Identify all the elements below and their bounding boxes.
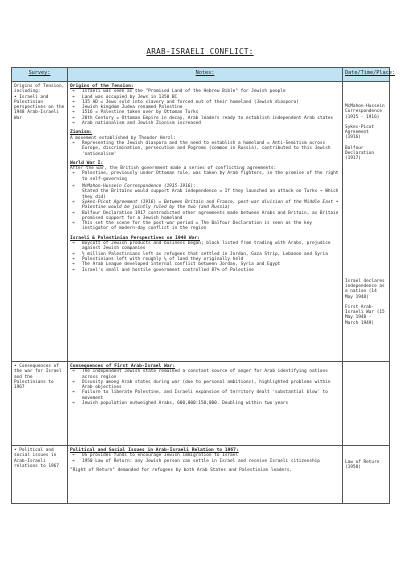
arrow-icon: ➔ — [72, 105, 75, 111]
date-entry: First Arab-Israeli War (15 May 1948 - March 1949) — [345, 304, 385, 326]
list-item: ➔ Land was occupied by Jews in 1350 BC — [72, 94, 178, 100]
list-item: ➔ US provides funds to encourage Jewish immigration to Israel — [72, 453, 238, 459]
list-item: ➔ ½ million Palestinians left as refugees that settled in Jordan, Gaza Strip, Lebanon and Syria — [72, 251, 328, 257]
list-item: ➔ Boycott of Jewish products and business began; black listed from trading with Arabs, prejudice against Jewish companies — [72, 241, 331, 252]
survey-cell — [12, 82, 68, 362]
date-cell — [343, 446, 390, 504]
table-row — [12, 446, 390, 504]
notes-cell — [68, 82, 343, 362]
list-item: ➔ The independent Jewish state remained a constant source of anger for Arab identifying nations across region — [72, 369, 328, 380]
arrow-icon: ➔ — [72, 221, 75, 227]
notes-cell — [68, 362, 343, 446]
arrow-icon: ➔ — [72, 241, 75, 247]
bullet-list — [70, 241, 340, 273]
list-item: ➔ The Arab League developed internal conflict between Jordan, Syria and Egypt — [72, 262, 281, 268]
arrow-icon: ➔ — [72, 369, 75, 375]
list-item: ➔ 1950 Law of Return: any Jewish person can settle in Israel and receive Israeli citizenship — [72, 458, 320, 464]
survey-text: • Political and social issues in Arab-Israeli relations to 1967 — [14, 448, 59, 469]
arrow-icon: ➔ — [72, 390, 75, 396]
bullet-list — [70, 184, 340, 232]
list-item: ➔ Palestinians left with roughly ⅓ of land they originally held — [72, 256, 244, 262]
survey-text: Origins of Tension, including: • Israeli and Palestinian perspectives on the 1948 Arab-Israeli War — [14, 84, 65, 121]
arrow-icon: ➔ — [72, 453, 75, 459]
arrow-icon: ➔ — [72, 110, 75, 116]
notes-cell — [68, 446, 343, 504]
page-title: ARAB-ISRAELI CONFLICT: — [146, 47, 254, 56]
section-title: Consequences of First Arab-Israel War: — [70, 364, 176, 369]
arrow-icon: ➔ — [72, 184, 75, 190]
cornell-notes-table — [11, 67, 395, 504]
list-item: ➔ Sykes-Picot Agreement (1916) = Between Britain and France, post-war division of the Middle East • Palestine would be jointly ruled by the two (and Russia) — [72, 199, 339, 211]
arrow-icon: ➔ — [72, 262, 75, 268]
list-item: ➔ Israel's small and hostile government controlled 87% of Palestine — [72, 267, 254, 273]
survey-cell — [12, 446, 68, 504]
list-item: ➔ 20th Century = Ottoman Empire in decay, Arab leaders ready to establish independent Arab states — [72, 115, 334, 121]
section-title: Political and Social Issues in Arab-Israeli Relation to 1967: — [70, 448, 239, 453]
section-title: Israeli & Palestinian Perspectives on 1948 War: — [70, 235, 200, 241]
bullet-list — [70, 369, 340, 406]
arrow-icon: ➔ — [72, 267, 75, 273]
arrow-icon: ➔ — [72, 379, 75, 385]
list-item: ➔ Failure to liberate Palestine, and Israeli expansion of territory dealt 'substantial blow' to movement — [72, 390, 328, 401]
arrow-icon: ➔ — [72, 121, 75, 127]
arrow-icon: ➔ — [72, 458, 75, 464]
list-item: ➔ Jewish population outweighed Arabs, 600,000:150,000. Doubling within two years — [72, 401, 289, 407]
list-item: Stated the Britains would support Arab independence = If they launched an attack on Turks → Which they did) — [82, 189, 339, 200]
date-entry: Sykes-Picot Agreement (1916) — [345, 124, 375, 141]
list-item: ➔ Israeli was seen as the "Promised Land of the Hebrew Bible" for Jewish people — [72, 89, 286, 95]
survey-cell — [12, 362, 68, 446]
date-entry: McMahon-Hussein Correspondence (1915 - 1916) — [345, 104, 385, 120]
date-cell — [343, 362, 390, 446]
date-entry: Balfour Declaration (1917) — [345, 145, 375, 162]
date-header: Date/Time/Place: — [343, 68, 390, 82]
list-item: ➔ McMahon-Hussein Correspondence (1915-1916): — [72, 184, 196, 190]
date-entry: Law of Return (1950) — [345, 460, 380, 471]
bullet-list — [70, 453, 340, 464]
list-item: ➔ 1516 = Palestine taken over by Ottoman Turks — [72, 110, 199, 116]
bullet-list — [70, 89, 340, 126]
list-item: ➔ This set the scene for the post-war period = The Balfour Declaration is seen as the key instigator of modern-day conflict in the region — [72, 221, 312, 232]
section-intro: A movement established by Theodor Herzl: — [70, 135, 176, 141]
arrow-icon: ➔ — [72, 94, 75, 100]
survey-header: Survey: — [12, 68, 68, 82]
notes-header: Notes: — [68, 68, 343, 82]
date-entry: Israel declares independence as a nation (14 May 1948) — [345, 278, 385, 300]
list-item: ➔ Disunity among Arab states during war (due to personal ambitions), highlighted problems within Arab objectives — [72, 379, 331, 391]
arrow-icon: ➔ — [72, 199, 75, 205]
list-item: ➔ Jewish kingdom Judea renamed Palestine — [72, 105, 183, 111]
date-cell — [343, 82, 390, 362]
section-title: Zionism: — [70, 130, 93, 136]
arrow-icon: ➔ — [72, 99, 75, 105]
arrow-icon: ➔ — [72, 210, 75, 216]
section-title: World War I: — [70, 160, 104, 166]
list-item: ➔ Arab nationalism and Jewish Zionism increased — [72, 121, 201, 127]
arrow-icon: ➔ — [72, 140, 75, 146]
list-item: ➔ Representing the Jewish diaspora and the need to establish a homeland = Anti-Semitism across Europe, discrimination, persecution and Pogroms (common in Russia), contributed to this Jewish 'nationalism' — [72, 140, 331, 157]
survey-text: • Consequences of the war for Israel and the Palestinians to 1967 — [14, 364, 65, 391]
list-item: ➔ Balfour Declaration 1917 contradicted other agreements made between Arabs and Britain, as Britain promised support for a Jewish homeland — [72, 210, 339, 221]
arrow-icon: ➔ — [72, 401, 75, 407]
list-item: ➔ Palestine, previously under Ottoman rule, was taken by Arab fighters, in the promise of the right to self-governing — [72, 171, 339, 182]
list-item: ➔ 135 AD = Jews sold into slavery and forced out of their homeland (Jewish diaspora) — [72, 99, 299, 105]
arrow-icon: ➔ — [72, 171, 75, 177]
table-row — [12, 82, 390, 362]
section-title: Origins of the Tension: — [70, 84, 134, 89]
section-outro: "Right of Return" demanded for refugees by both Arab States and Palestinian leaders. — [70, 467, 293, 473]
section-intro: After the war, the British government made a series of conflicting agreements: — [70, 166, 277, 172]
arrow-icon: ➔ — [72, 251, 75, 257]
bullet-list — [70, 171, 340, 182]
arrow-icon: ➔ — [72, 115, 75, 121]
arrow-icon: ➔ — [72, 256, 75, 262]
arrow-icon: ➔ — [72, 89, 75, 95]
bullet-list — [70, 141, 340, 157]
table-row — [12, 362, 390, 446]
header-row — [12, 68, 390, 82]
